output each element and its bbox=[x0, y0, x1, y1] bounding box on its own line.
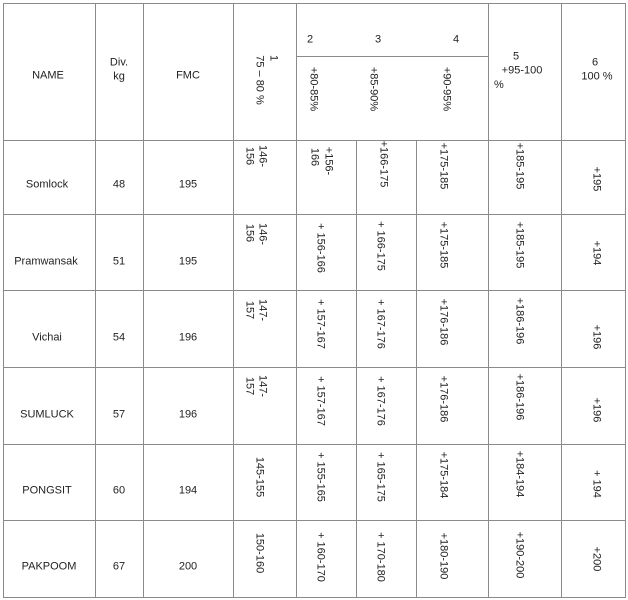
rule-col-3 bbox=[233, 3, 234, 598]
row-5-col5: +184-194 bbox=[513, 450, 526, 498]
row-2-col1-line1: 146- bbox=[256, 222, 269, 246]
row-3-col4: +176-186 bbox=[437, 298, 450, 346]
row-4-name: SUMLUCK bbox=[20, 408, 74, 421]
row-6-col3: + 170-180 bbox=[374, 532, 387, 582]
row-6-div: 67 bbox=[112, 560, 126, 573]
row-1-col2-line1: +156- bbox=[322, 146, 335, 176]
rule-col-6 bbox=[416, 140, 417, 598]
rule-col-2 bbox=[143, 3, 144, 598]
row-6-col1: 150-160 bbox=[253, 532, 266, 574]
row-2-div: 51 bbox=[112, 255, 126, 268]
row-3-col1-line1: 147- bbox=[256, 298, 269, 322]
rule-left bbox=[3, 3, 4, 598]
row-3-col1-line2: 157 bbox=[243, 300, 256, 320]
row-6-col6: +200 bbox=[590, 546, 603, 572]
row-6-col2: + 160-170 bbox=[314, 532, 327, 582]
row-2-col1-line2: 156 bbox=[243, 223, 256, 243]
header-col3-range: +85-90% bbox=[367, 66, 380, 112]
rule-col-4 bbox=[296, 3, 297, 598]
row-6-fmc: 200 bbox=[178, 560, 198, 573]
row-3-fmc: 196 bbox=[178, 331, 198, 344]
header-col5-number: 5 bbox=[512, 50, 520, 63]
rule-bottom bbox=[3, 597, 625, 598]
header-col6-range: 100 % bbox=[581, 70, 613, 83]
row-3-div: 54 bbox=[112, 331, 126, 344]
row-5-col6: + 194 bbox=[590, 470, 603, 498]
row-4-col1-line2: 157 bbox=[243, 376, 256, 396]
rule-col-1 bbox=[95, 3, 96, 598]
row-2-col5: +185-195 bbox=[513, 221, 526, 269]
row-3-name: Vichai bbox=[32, 331, 62, 344]
header-div: Div. bbox=[109, 56, 129, 69]
header-col1-range: 75 – 80 % bbox=[253, 55, 266, 105]
row-1-col5: +185-195 bbox=[513, 142, 526, 190]
row-1-name: Somlock bbox=[25, 178, 69, 191]
row-3-col3: + 167-176 bbox=[374, 299, 387, 349]
header-col1-number: 1 bbox=[267, 54, 280, 62]
row-4-col2: + 157-167 bbox=[314, 376, 327, 426]
row-4-col3: + 167-176 bbox=[374, 376, 387, 426]
row-4-col5: +186-196 bbox=[513, 373, 526, 421]
row-3-col5: +186-196 bbox=[513, 297, 526, 345]
header-col5-range: +95-100 bbox=[501, 64, 543, 77]
row-5-col2: + 155-165 bbox=[314, 452, 327, 502]
header-fmc: FMC bbox=[176, 69, 200, 82]
row-5-col3: + 165-175 bbox=[374, 452, 387, 502]
rule-col-7 bbox=[488, 3, 489, 598]
row-1-div: 48 bbox=[112, 178, 126, 191]
header-col5-percent: % bbox=[494, 79, 504, 91]
header-col4-number: 4 bbox=[452, 33, 460, 46]
row-2-col3: + 166-175 bbox=[374, 221, 387, 271]
header-col4-range: +90-95% bbox=[440, 66, 453, 112]
row-3-col2: + 157-167 bbox=[314, 299, 327, 349]
header-col2-range: +80-85% bbox=[307, 66, 320, 112]
rule-header-bottom bbox=[3, 140, 625, 141]
row-4-col6: +196 bbox=[590, 397, 603, 423]
row-4-div: 57 bbox=[112, 408, 126, 421]
rule-header-split bbox=[296, 56, 488, 57]
row-4-col4: +176-186 bbox=[437, 375, 450, 423]
row-2-col4: +175-185 bbox=[437, 221, 450, 269]
row-1-col1-line1: 146- bbox=[256, 144, 269, 168]
row-5-name: PONGSIT bbox=[22, 484, 72, 497]
row-6-name: PAKPOOM bbox=[21, 560, 77, 573]
row-2-col6: +194 bbox=[590, 240, 603, 266]
header-col6-number: 6 bbox=[591, 56, 599, 69]
header-kg: kg bbox=[113, 70, 125, 83]
rule-row-2 bbox=[3, 290, 625, 291]
rule-col-5 bbox=[356, 140, 357, 598]
rule-row-3 bbox=[3, 367, 625, 368]
row-1-col6: +195 bbox=[590, 166, 603, 192]
row-1-fmc: 195 bbox=[178, 178, 198, 191]
row-4-fmc: 196 bbox=[178, 408, 198, 421]
rule-row-1 bbox=[3, 214, 625, 215]
row-2-fmc: 195 bbox=[178, 255, 198, 268]
rule-right bbox=[625, 3, 626, 598]
row-5-div: 60 bbox=[112, 484, 126, 497]
rule-row-4 bbox=[3, 444, 625, 445]
rule-top bbox=[3, 3, 625, 4]
row-1-col4: +175-185 bbox=[437, 142, 450, 190]
rule-row-5 bbox=[3, 520, 625, 521]
row-5-fmc: 194 bbox=[178, 484, 198, 497]
row-1-col2-line2: 166 bbox=[308, 147, 321, 167]
row-3-col6: +196 bbox=[590, 324, 603, 350]
row-5-col1: 145-155 bbox=[253, 456, 266, 498]
row-2-name: Pramwansak bbox=[14, 255, 78, 268]
row-2-col2: + 156-166 bbox=[314, 223, 327, 273]
row-6-col4: +180-190 bbox=[437, 532, 450, 580]
row-6-col5: +190-200 bbox=[513, 531, 526, 579]
header-col2-number: 2 bbox=[306, 33, 314, 46]
row-1-col3: +166-175 bbox=[377, 140, 390, 188]
row-5-col4: +175-184 bbox=[437, 451, 450, 499]
rule-col-8 bbox=[561, 3, 562, 598]
header-col3-number: 3 bbox=[374, 33, 382, 46]
header-name: NAME bbox=[32, 69, 64, 82]
row-4-col1-line1: 147- bbox=[256, 374, 269, 398]
row-1-col1-line2: 156 bbox=[243, 146, 256, 166]
